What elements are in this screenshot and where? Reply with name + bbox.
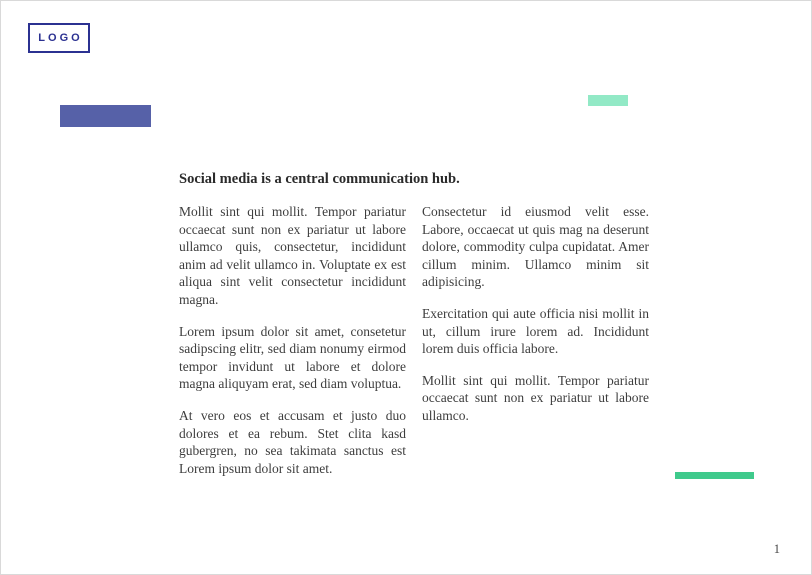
document-heading: Social media is a central communication hub. [179,171,460,187]
paragraph: At vero eos et accusam et justo duo dolores et ea rebum. Stet clita kasd gubergren, no sea takimata sanctus est Lorem ipsum dolor sit amet. [179,407,406,476]
green-accent-bar [675,472,754,479]
body-content [179,171,649,491]
paragraph: Exercitation qui aute officia nisi mollit in ut, cillum irure lorem ad. Incididunt lorem duis officia labore. [422,305,649,357]
mint-accent-bar [588,95,628,106]
paragraph: Mollit sint qui mollit. Tempor pariatur occaecat sunt non ex pariatur ut labore ullamco. [422,372,649,423]
purple-accent-bar [60,105,151,127]
paragraph: Mollit sint qui mollit. Tempor pariatur occaecat sunt non ex pariatur ut labore ullamco quis, consectetur, incididunt anim ad velit ullamco in. Voluptate ex est aliqua sint velit consectetur incididunt magna. [179,204,406,307]
page-number: 1 [773,542,780,556]
paragraph: Lorem ipsum dolor sit amet, consetetur sadipscing elitr, sed diam nonumy eirmod tempor invidunt ut labore et dolore magna aliquyam erat, sed diam voluptua. [179,323,406,392]
two-column-layout [179,203,649,491]
document-page [1,1,811,574]
paragraph: Consectetur id eiusmod velit esse. Labore, occaecat ut quis mag na deserunt dolore, commodity culpa cupidatat. Amer cillum minim. Ullamco minim sit adipisicing. [422,204,649,290]
left-column [179,203,406,491]
right-column [422,203,649,491]
logo-text: LOGO [38,32,83,44]
logo [28,23,90,53]
